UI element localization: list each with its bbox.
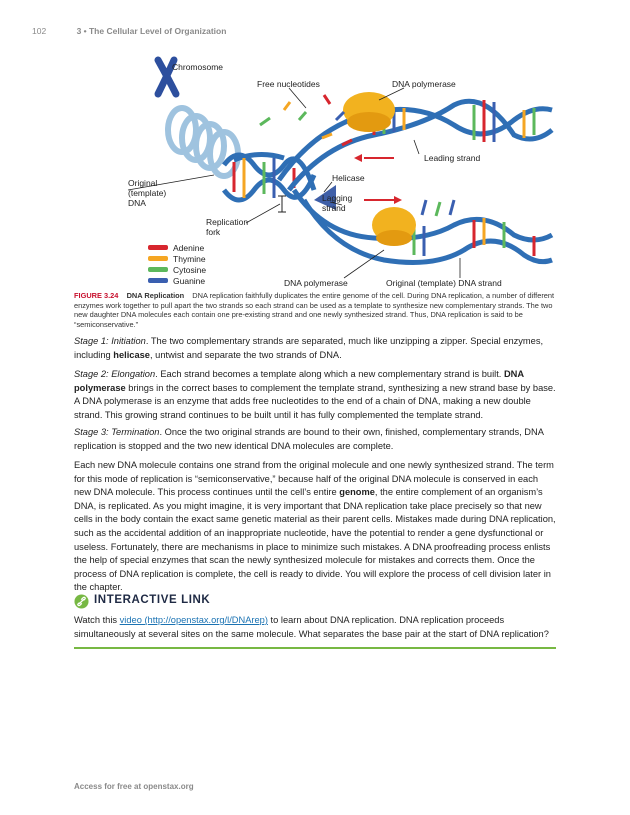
p3-text-a: . Once the two original strands are bound to their own, finished, complementary strands, DNA replication is stopped and the two new identical DNA molecules are complete. bbox=[74, 427, 544, 451]
caption-text: DNA replication faithfully duplicates the entire genome of the cell. During DNA replication, a number of different enzymes work together to pull apart the two strands so each strand can be used as a template to synthesize new complementary strands. The two new daughter DNA molecules each contain one pre-existing strand and one newly synthesized strand. Thus, DNA replication is said to be “semiconservative.” bbox=[74, 291, 555, 329]
label-original-strand-bottom: Original (template) DNA strand bbox=[386, 278, 502, 288]
interactive-pre: Watch this bbox=[74, 615, 120, 625]
label-fork-l1: Replication bbox=[206, 217, 249, 227]
interactive-link-body bbox=[74, 614, 556, 641]
legend-guanine: Guanine bbox=[173, 276, 206, 286]
legend-swatch-adenine bbox=[148, 245, 168, 250]
label-original-l1: Original bbox=[128, 178, 158, 188]
legend-cytosine: Cytosine bbox=[173, 265, 207, 275]
link-icon bbox=[74, 594, 89, 609]
legend-swatch-thymine bbox=[148, 256, 168, 261]
caption-label: FIGURE 3.24 bbox=[74, 291, 119, 300]
term-dna-polymerase: DNA polymerase bbox=[74, 369, 524, 393]
label-fork-l2: fork bbox=[206, 227, 221, 237]
interactive-link-title: INTERACTIVE LINK bbox=[94, 594, 211, 606]
label-leading-strand: Leading strand bbox=[424, 153, 481, 163]
paragraph-termination bbox=[74, 426, 556, 453]
page-header bbox=[32, 26, 226, 36]
p2-text-b: brings in the correct bases to complement the template strand, synthesizing a new strand base by base. A DNA polymerase is an enzyme that adds free nucleotides to the end of a chain of DNA, making a new double strand. This growing strand continues to be built until it has fully complemented the template strand. bbox=[74, 382, 556, 420]
label-dna-polymerase-top: DNA polymerase bbox=[392, 79, 456, 89]
base-legend bbox=[148, 243, 206, 286]
paragraph-elongation bbox=[74, 368, 556, 422]
page-footer: Access for free at openstax.org bbox=[74, 782, 194, 791]
p1-text-a: . The two complementary strands are separated, much like unzipping a zipper. Special enzymes, including bbox=[74, 336, 544, 360]
chapter-title: 3 • The Cellular Level of Organization bbox=[76, 26, 227, 36]
stage-2-lead: Stage 2: Elongation bbox=[74, 369, 156, 379]
p4-text-a: Each new DNA molecule contains one strand from the original molecule and one newly synthesized strand. The term for this mode of replication is “semiconservative,” because half of the original DNA molecule is conserved in each new DNA molecule. This process continues until the cell’s entire bbox=[74, 460, 554, 498]
p2-text-a: . Each strand becomes a template along which a new complementary strand is built. bbox=[155, 369, 504, 379]
label-helicase: Helicase bbox=[332, 173, 365, 183]
stage-3-lead: Stage 3: Termination bbox=[74, 427, 160, 437]
interactive-link-header bbox=[74, 594, 556, 610]
page-number: 102 bbox=[32, 26, 47, 36]
term-genome: genome bbox=[339, 487, 375, 498]
figure-caption bbox=[74, 291, 556, 329]
label-original-l3: DNA bbox=[128, 198, 146, 208]
video-link[interactable]: video (http://openstax.org/l/DNArep) bbox=[119, 615, 268, 625]
paragraph-semiconservative bbox=[74, 459, 556, 595]
leading-strand-helix bbox=[279, 92, 552, 190]
legend-thymine: Thymine bbox=[173, 254, 206, 264]
stage-1-lead: Stage 1: Initiation bbox=[74, 336, 146, 346]
label-lagging-l2: strand bbox=[322, 203, 346, 213]
paragraph-initiation bbox=[74, 335, 556, 362]
dna-replication-figure bbox=[74, 50, 556, 290]
interactive-post: to learn about DNA replication. DNA replication proceeds simultaneously at several sites on the same molecule. What separates the base pair at the start of DNA replication? bbox=[74, 615, 549, 639]
legend-swatch-cytosine bbox=[148, 267, 168, 272]
interactive-link-rule bbox=[74, 647, 556, 649]
legend-adenine: Adenine bbox=[173, 243, 205, 253]
free-nucleotides bbox=[260, 95, 352, 145]
label-lagging-l1: Lagging bbox=[322, 193, 353, 203]
label-original-l2: (template) bbox=[128, 188, 167, 198]
label-chromosome: Chromosome bbox=[172, 62, 224, 72]
p4-text-b: , the entire complement of an organism’s DNA, is replicated. As you might imagine, it is very important that DNA replication take place precisely so that new cells in the body contain the exact same genetic material as their parent cells. Mistakes made during DNA replication, such as the accidental addition of an inappropriate nucleotide, have the potential to render a gene dysfunctional or useless. Fortunately, there are mechanisms in place to minimize such mistakes. A DNA proofreading process enlists the help of special enzymes that scan the newly synthesized molecule for mistakes and corrects them. Once the process of DNA replication is complete, the cell is ready to divide. You will explore the process of cell division later in the chapter. bbox=[74, 487, 556, 593]
p1-text-b: , untwist and separate the two strands of DNA. bbox=[149, 349, 342, 360]
label-free-nucleotides: Free nucleotides bbox=[257, 79, 320, 89]
caption-title: DNA Replication bbox=[126, 291, 185, 300]
legend-swatch-guanine bbox=[148, 278, 168, 283]
label-dna-polymerase-bottom: DNA polymerase bbox=[284, 278, 348, 288]
term-helicase: helicase bbox=[113, 349, 150, 360]
